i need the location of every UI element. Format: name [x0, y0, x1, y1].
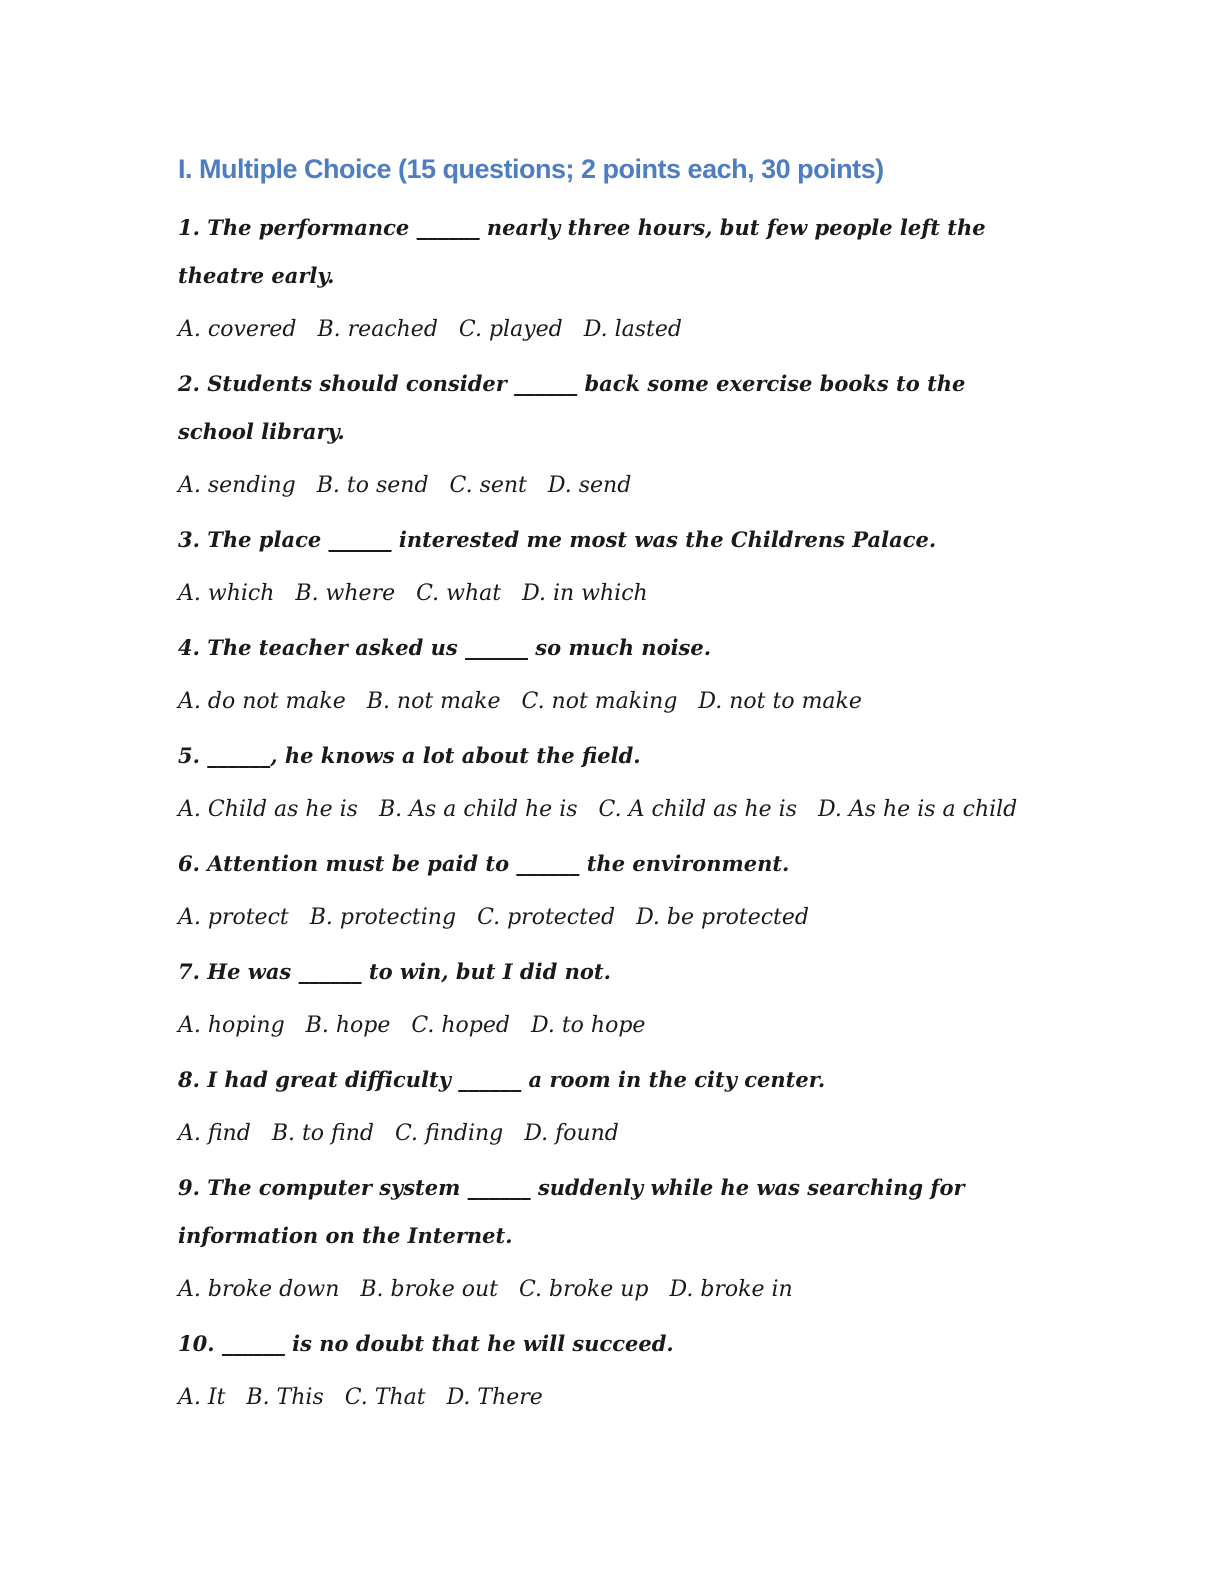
answer-options: [178, 894, 1038, 942]
option-c: C. not making: [521, 689, 678, 714]
option-d: D. send: [547, 473, 632, 498]
question-stem: 6. Attention must be paid to ______ the environment.: [178, 851, 790, 876]
option-b: B. where: [295, 581, 396, 606]
option-c: C. That: [344, 1385, 426, 1410]
question-item: [178, 1320, 1038, 1422]
answer-options: [178, 786, 1038, 834]
option-d: D. found: [524, 1121, 619, 1146]
option-b: B. broke out: [360, 1277, 498, 1302]
question-item: [178, 1056, 1038, 1158]
option-a: A. which: [178, 581, 275, 606]
option-d: D. broke in: [669, 1277, 793, 1302]
option-c: C. A child as he is: [598, 797, 797, 822]
question-item: [178, 360, 1038, 510]
question-item: [178, 516, 1038, 618]
option-a: A. broke down: [178, 1277, 340, 1302]
option-c: C. broke up: [519, 1277, 649, 1302]
option-a: A. do not make: [178, 689, 346, 714]
option-c: C. sent: [449, 473, 527, 498]
option-b: B. not make: [366, 689, 501, 714]
answer-options: [178, 462, 1038, 510]
answer-options: [178, 1374, 1038, 1422]
question-item: [178, 204, 1038, 354]
option-d: D. in which: [522, 581, 648, 606]
option-b: B. reached: [317, 317, 438, 342]
option-b: B. hope: [305, 1013, 391, 1038]
question-stem: 7. He was ______ to win, but I did not.: [178, 959, 611, 984]
option-d: D. be protected: [636, 905, 809, 930]
option-b: B. to send: [316, 473, 429, 498]
question-item: [178, 948, 1038, 1050]
option-a: A. covered: [178, 317, 297, 342]
option-d: D. There: [446, 1385, 543, 1410]
answer-options: [178, 570, 1038, 618]
option-a: A. sending: [178, 473, 296, 498]
option-d: D. lasted: [583, 317, 682, 342]
question-stem: 8. I had great difficulty ______ a room in the city center.: [178, 1067, 826, 1092]
question-stem: 4. The teacher asked us ______ so much noise.: [178, 635, 712, 660]
answer-options: [178, 1002, 1038, 1050]
option-a: A. It: [178, 1385, 226, 1410]
option-b: B. This: [246, 1385, 324, 1410]
question-stem: 3. The place ______ interested me most was the Childrens Palace.: [178, 527, 937, 552]
option-c: C. hoped: [411, 1013, 510, 1038]
question-stem: 9. The computer system ______ suddenly while he was searching for information on the Internet.: [178, 1175, 965, 1248]
answer-options: [178, 306, 1038, 354]
option-a: A. Child as he is: [178, 797, 358, 822]
option-d: D. not to make: [698, 689, 862, 714]
question-item: [178, 624, 1038, 726]
option-a: A. find: [178, 1121, 251, 1146]
option-b: B. As a child he is: [378, 797, 578, 822]
question-stem: 5. ______, he knows a lot about the field.: [178, 743, 641, 768]
option-a: A. hoping: [178, 1013, 285, 1038]
option-c: C. what: [416, 581, 502, 606]
answer-options: [178, 1266, 1038, 1314]
option-b: B. to find: [271, 1121, 374, 1146]
section-heading: I. Multiple Choice (15 questions; 2 points each, 30 points): [178, 154, 884, 184]
question-stem: 2. Students should consider ______ back some exercise books to the school library.: [178, 371, 966, 444]
option-c: C. finding: [394, 1121, 504, 1146]
answer-options: [178, 1110, 1038, 1158]
option-c: C. played: [458, 317, 563, 342]
option-d: D. As he is a child: [818, 797, 1018, 822]
option-a: A. protect: [178, 905, 289, 930]
question-item: [178, 732, 1038, 834]
option-d: D. to hope: [530, 1013, 646, 1038]
answer-options: [178, 678, 1038, 726]
document-page: [178, 150, 1038, 1428]
option-c: C. protected: [477, 905, 616, 930]
question-item: [178, 840, 1038, 942]
question-stem: 10. ______ is no doubt that he will succeed.: [178, 1331, 674, 1356]
option-b: B. protecting: [309, 905, 457, 930]
question-stem: 1. The performance ______ nearly three hours, but few people left the theatre early.: [178, 215, 986, 288]
question-item: [178, 1164, 1038, 1314]
